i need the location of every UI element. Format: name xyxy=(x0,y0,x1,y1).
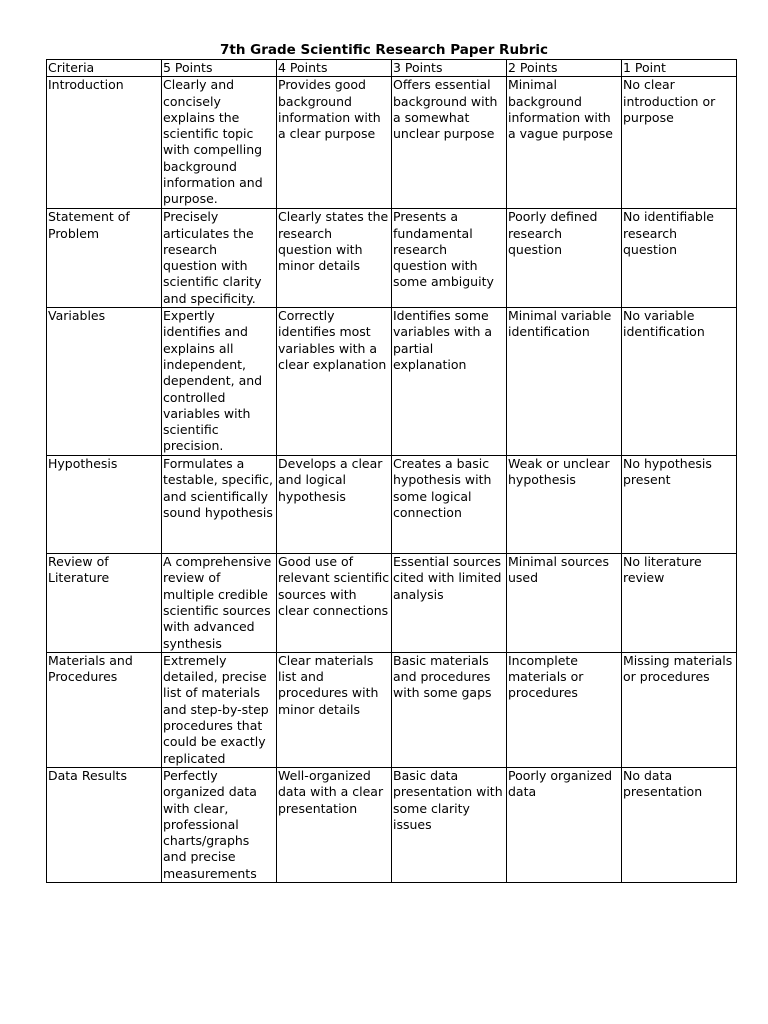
score-5-cell: Perfectly organized data with clear, professional charts/graphs and precise measurements xyxy=(162,767,277,882)
criteria-cell: Data Results xyxy=(47,767,162,882)
score-3-cell: Offers essential background with a somewhat unclear purpose xyxy=(392,77,507,209)
score-3-cell: Basic materials and procedures with some gaps xyxy=(392,652,507,767)
score-1-cell: No data presentation xyxy=(622,767,737,882)
header-cell-4-points: 4 Points xyxy=(277,60,392,77)
rubric-table xyxy=(46,59,737,883)
table-row-review-of-literature xyxy=(47,554,737,653)
table-row-hypothesis xyxy=(47,456,737,554)
criteria-cell: Materials and Procedures xyxy=(47,652,162,767)
score-3-cell: Basic data presentation with some clarity issues xyxy=(392,767,507,882)
table-row-data-results xyxy=(47,767,737,882)
score-2-cell: Minimal sources used xyxy=(507,554,622,653)
score-4-cell: Clearly states the research question with minor details xyxy=(277,209,392,308)
criteria-cell: Variables xyxy=(47,308,162,456)
score-2-cell: Weak or unclear hypothesis xyxy=(507,456,622,554)
header-cell-5-points: 5 Points xyxy=(162,60,277,77)
page-title: 7th Grade Scientific Research Paper Rubric xyxy=(219,42,549,58)
score-1-cell: No variable identification xyxy=(622,308,737,456)
score-3-cell: Essential sources cited with limited analysis xyxy=(392,554,507,653)
score-1-cell: Missing materials or procedures xyxy=(622,652,737,767)
header-cell-2-points: 2 Points xyxy=(507,60,622,77)
score-5-cell: Formulates a testable, specific, and scientifically sound hypothesis xyxy=(162,456,277,554)
score-2-cell: Incomplete materials or procedures xyxy=(507,652,622,767)
score-3-cell: Presents a fundamental research question with some ambiguity xyxy=(392,209,507,308)
score-5-cell: Expertly identifies and explains all independent, dependent, and controlled variables with scientific precision. xyxy=(162,308,277,456)
score-1-cell: No clear introduction or purpose xyxy=(622,77,737,209)
score-4-cell: Correctly identifies most variables with a clear explanation xyxy=(277,308,392,456)
score-1-cell: No identifiable research question xyxy=(622,209,737,308)
criteria-cell: Hypothesis xyxy=(47,456,162,554)
score-5-cell: Extremely detailed, precise list of materials and step-by-step procedures that could be exactly replicated xyxy=(162,652,277,767)
criteria-cell: Introduction xyxy=(47,77,162,209)
score-2-cell: Poorly organized data xyxy=(507,767,622,882)
score-4-cell: Provides good background information with a clear purpose xyxy=(277,77,392,209)
score-3-cell: Creates a basic hypothesis with some logical connection xyxy=(392,456,507,554)
score-4-cell: Develops a clear and logical hypothesis xyxy=(277,456,392,554)
score-2-cell: Minimal background information with a vague purpose xyxy=(507,77,622,209)
table-row-variables xyxy=(47,308,737,456)
header-cell-3-points: 3 Points xyxy=(392,60,507,77)
table-row-materials-and-procedures xyxy=(47,652,737,767)
score-3-cell: Identifies some variables with a partial explanation xyxy=(392,308,507,456)
score-1-cell: No literature review xyxy=(622,554,737,653)
score-2-cell: Minimal variable identification xyxy=(507,308,622,456)
score-5-cell: A comprehensive review of multiple credible scientific sources with advanced synthesis xyxy=(162,554,277,653)
table-header-row xyxy=(47,60,737,77)
criteria-cell: Statement of Problem xyxy=(47,209,162,308)
score-1-cell: No hypothesis present xyxy=(622,456,737,554)
table-row-statement-of-problem xyxy=(47,209,737,308)
score-4-cell: Good use of relevant scientific sources with clear connections xyxy=(277,554,392,653)
score-5-cell: Precisely articulates the research question with scientific clarity and specificity. xyxy=(162,209,277,308)
score-2-cell: Poorly defined research question xyxy=(507,209,622,308)
header-cell-criteria: Criteria xyxy=(47,60,162,77)
table-row-introduction xyxy=(47,77,737,209)
score-4-cell: Clear materials list and procedures with minor details xyxy=(277,652,392,767)
score-5-cell: Clearly and concisely explains the scientific topic with compelling background information and purpose. xyxy=(162,77,277,209)
score-4-cell: Well-organized data with a clear presentation xyxy=(277,767,392,882)
criteria-cell: Review of Literature xyxy=(47,554,162,653)
header-cell-1-point: 1 Point xyxy=(622,60,737,77)
